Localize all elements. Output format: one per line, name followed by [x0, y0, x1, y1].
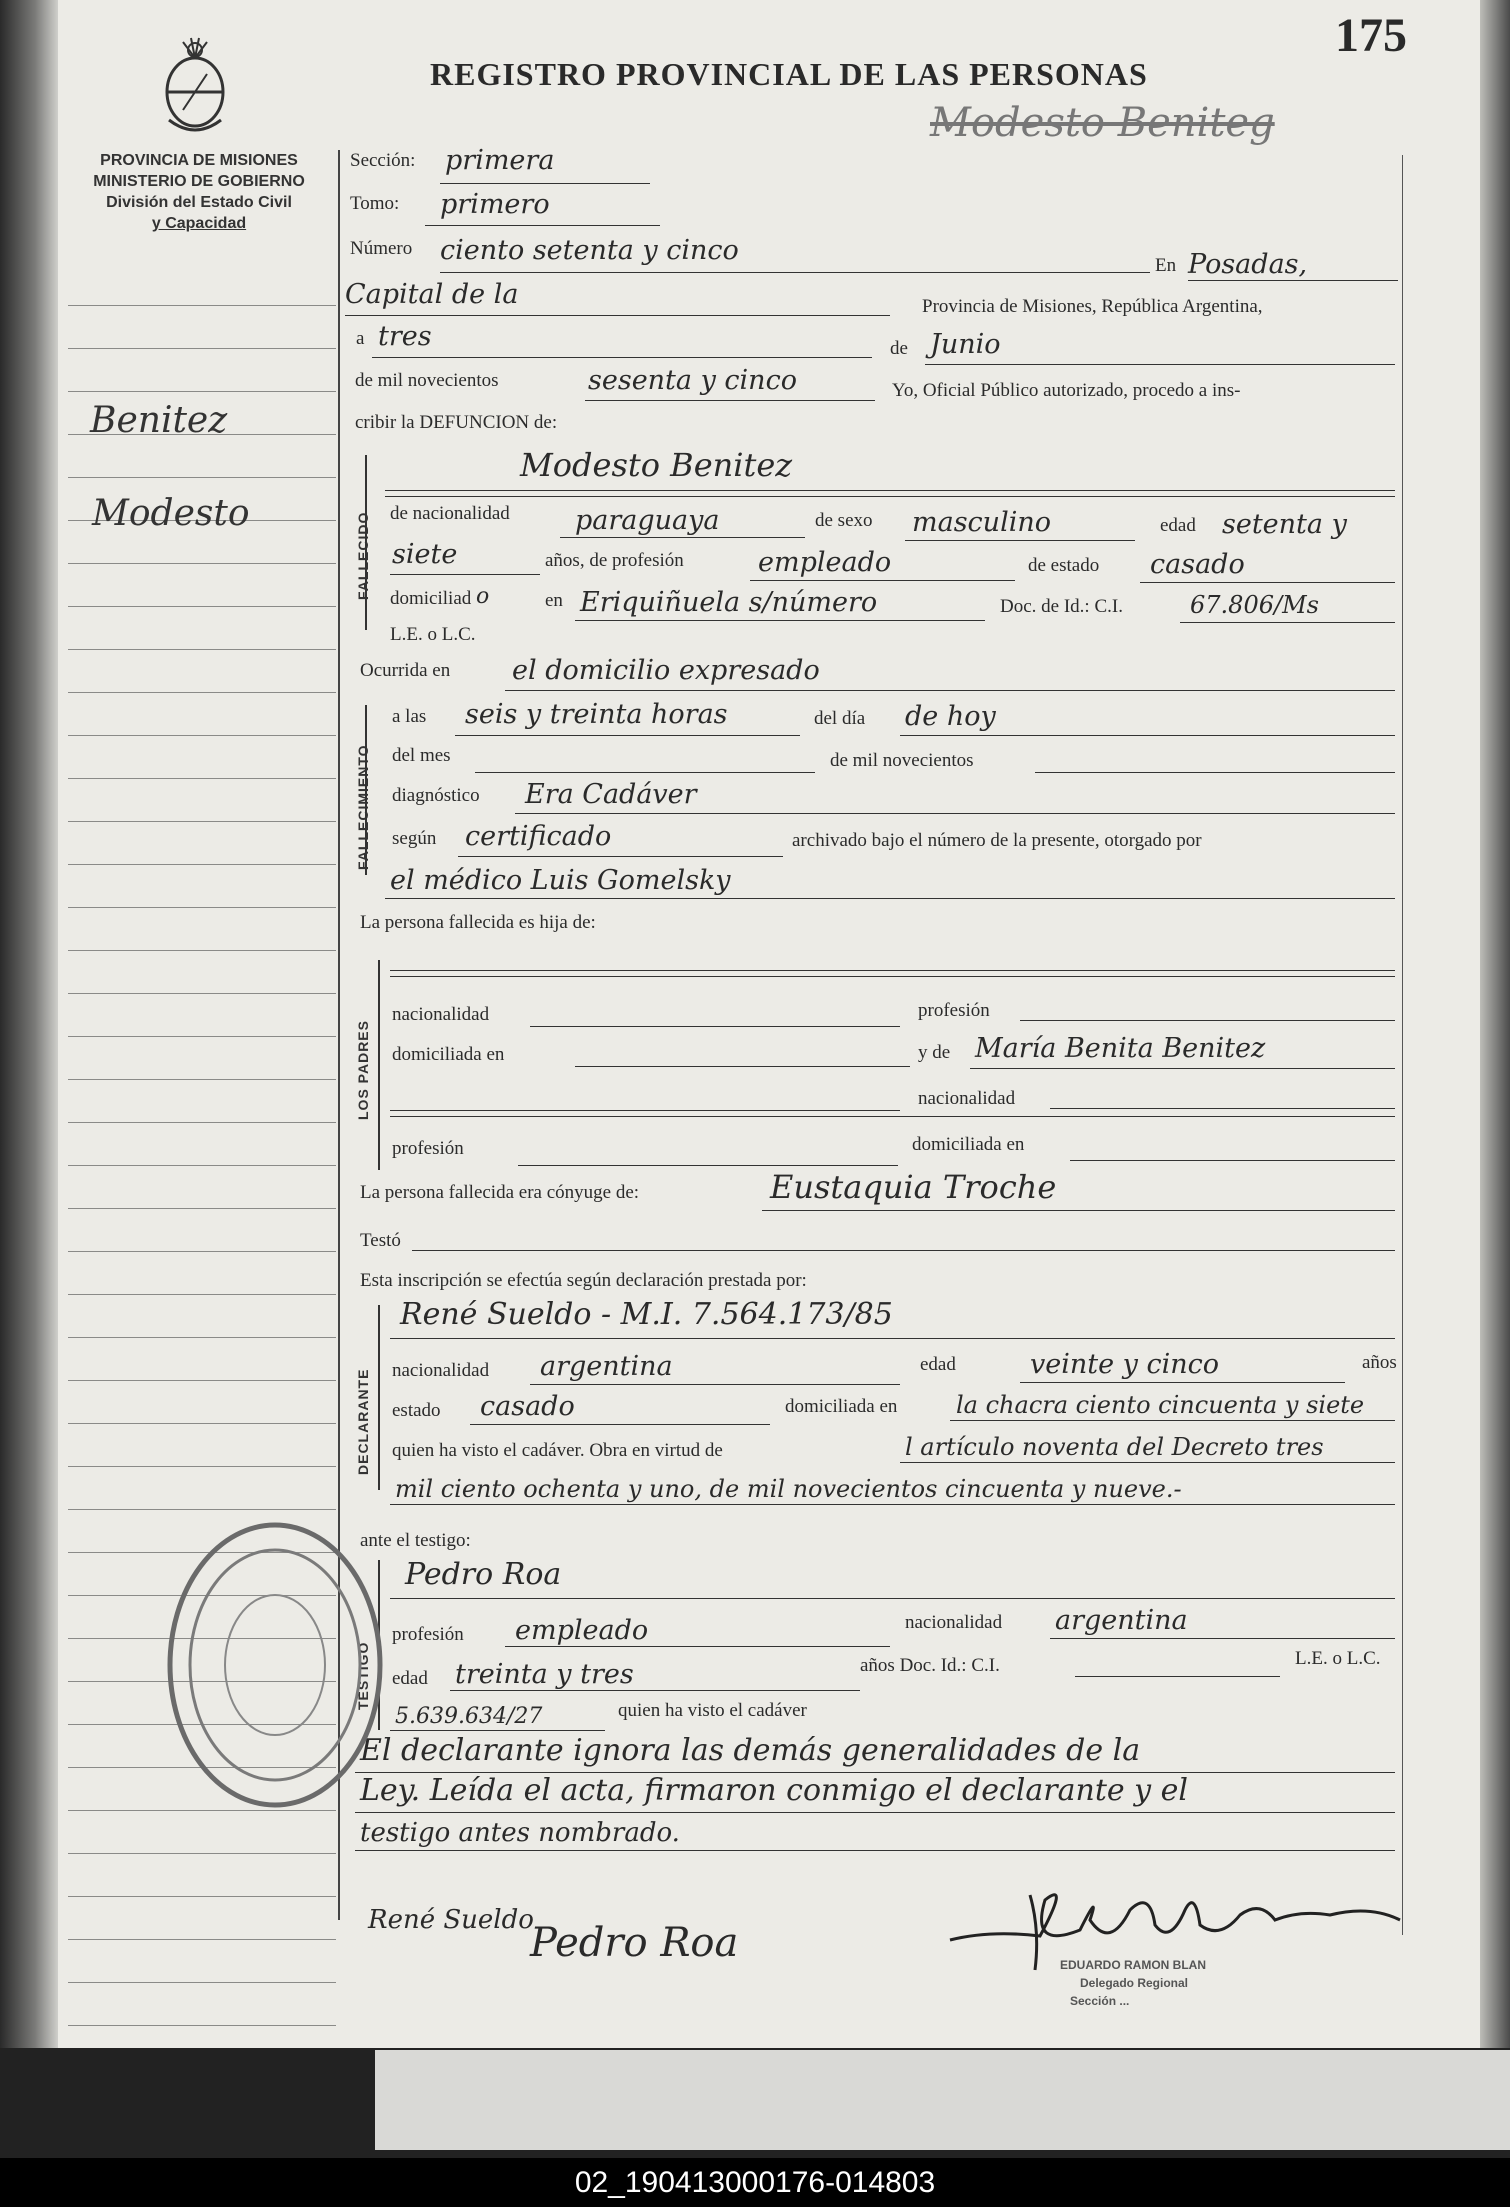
margin-ruled-line [68, 305, 336, 306]
en-label: En [1155, 255, 1177, 276]
margin-ruled-line [68, 1337, 336, 1338]
form-field-line [412, 1250, 1395, 1251]
a-label: a [356, 328, 365, 349]
margin-ruled-line [68, 1079, 336, 1080]
margin-ruled-line [68, 1466, 336, 1467]
medico-value: el médico Luis Gomelsky [390, 865, 731, 896]
segun-value: certificado [465, 821, 612, 852]
closing-line1: El declarante ignora las demás generalidades de la [360, 1733, 1141, 1768]
form-field-line [385, 490, 1395, 491]
form-field-line [355, 1812, 1395, 1813]
declarante-domiciliada-label: domiciliada en [785, 1396, 898, 1417]
form-field-line [575, 620, 985, 621]
lugar2-value: Capital de la [345, 279, 519, 310]
declarante-nacionalidad-label: nacionalidad [392, 1360, 490, 1381]
form-field-line [390, 1110, 900, 1111]
margin-ruled-line [68, 391, 336, 392]
form-field-line [390, 574, 540, 575]
del-dia-label: del día [814, 708, 866, 729]
ocurrida-label: Ocurrida en [360, 660, 451, 681]
fallecido-section-label: FALLECIDO [355, 511, 371, 600]
madre-value: María Benita Benitez [975, 1033, 1266, 1064]
edad2-value: siete [392, 539, 458, 570]
margin-ruled-line [68, 1896, 336, 1897]
form-field-line [450, 1690, 860, 1691]
margin-ruled-line [68, 692, 336, 693]
form-field-line [970, 1068, 1395, 1069]
testigo-quien-label: quien ha visto el cadáver [618, 1700, 807, 1721]
declarante-estado-label: estado [392, 1400, 441, 1421]
form-field-line [385, 898, 1395, 899]
form-field-line [475, 772, 815, 773]
diagnostico-label: diagnóstico [392, 785, 480, 806]
form-field-line [390, 976, 1395, 977]
seccion-label: Sección: [350, 150, 416, 171]
testigo-edad-value: treinta y tres [455, 1659, 634, 1690]
form-field-line [575, 1066, 910, 1067]
oficial-label: Yo, Oficial Público autorizado, procedo a ins- [892, 380, 1241, 401]
form-field-line [762, 1210, 1395, 1211]
testigo-nacionalidad-value: argentina [1055, 1605, 1188, 1636]
form-field-line [518, 1165, 898, 1166]
margin-ruled-line [68, 1380, 336, 1381]
declarante-obra-value: l artículo noventa del Decreto tres [905, 1433, 1324, 1461]
sexo-label: de sexo [815, 510, 873, 531]
form-field-line [345, 315, 890, 316]
margin-ruled-line [68, 1036, 336, 1037]
form-field-line [1070, 1160, 1395, 1161]
signature-declarante: René Sueldo [368, 1905, 534, 1935]
form-field-line [560, 537, 805, 538]
form-field-line [390, 1598, 1395, 1599]
de-mil-label: de mil novecientos [355, 370, 499, 391]
testigo-doc-value: 5.639.634/27 [395, 1704, 543, 1729]
domicilio-suffix: o [476, 584, 490, 609]
form-field-line [530, 1384, 900, 1385]
form-field-line [372, 357, 872, 358]
image-caption: 02_190413000176-014803 [0, 2158, 1510, 2207]
margin-ruled-line [68, 778, 336, 779]
y-de-label: y de [918, 1042, 951, 1063]
tomo-value: primero [440, 189, 550, 220]
testo-label: Testó [360, 1230, 401, 1251]
form-field-line [1140, 582, 1395, 583]
margin-ruled-line [68, 649, 336, 650]
declarante-nacionalidad-value: argentina [540, 1351, 673, 1382]
form-field-line [1180, 622, 1395, 623]
domicilio-value: Eriquiñuela s/número [580, 587, 878, 618]
inscribir-label: cribir la DEFUNCION de: [355, 412, 558, 433]
declarante-name: René Sueldo - M.I. 7.564.173/85 [400, 1297, 893, 1332]
lugar-value: Posadas, [1188, 249, 1308, 280]
dia-fallecimiento-value: de hoy [905, 701, 996, 732]
edad-label: edad [1160, 515, 1196, 536]
closing-line3: testigo antes nombrado. [360, 1818, 680, 1848]
agency-line4: y Capacidad [151, 215, 247, 232]
madre-domiciliada-label: domiciliada en [912, 1134, 1025, 1155]
round-seal-icon [160, 1510, 390, 1820]
form-field-line [750, 580, 1015, 581]
handwritten-scribble: Modesto Beniteg [930, 100, 1275, 146]
margin-given-name: Modesto [92, 493, 250, 534]
official-stamp-line3: Sección ... [1070, 1994, 1130, 2008]
signature-testigo: Pedro Roa [530, 1920, 739, 1966]
de-label: de [890, 338, 908, 359]
official-stamp-line1: EDUARDO RAMON BLAN [1060, 1958, 1206, 1972]
sexo-value: masculino [912, 507, 1051, 538]
agency-line2: MINISTERIO DE GOBIERNO [93, 173, 305, 190]
declarante-quien-label: quien ha visto el cadáver. Obra en virtud de [392, 1440, 723, 1461]
padre-domiciliada-label: domiciliada en [392, 1044, 505, 1065]
form-field-line [390, 1730, 605, 1731]
form-field-line [505, 690, 1395, 691]
margin-ruled-line [68, 477, 336, 478]
conyuge-value: Eustaquia Troche [770, 1168, 1057, 1206]
anio-value: sesenta y cinco [588, 365, 797, 396]
a-las-label: a las [392, 706, 427, 727]
section-bracket [378, 1305, 380, 1490]
form-field-line [515, 813, 1395, 814]
ocurrida-value: el domicilio expresado [512, 655, 820, 686]
padre-profesion-label: profesión [918, 1000, 990, 1021]
declarante-anios-label: años [1362, 1352, 1397, 1373]
seccion-value: primera [445, 145, 555, 176]
form-field-line [385, 496, 1395, 497]
form-field-line [905, 540, 1135, 541]
form-field-line [1035, 772, 1395, 773]
doc-value: 67.806/Ms [1190, 591, 1319, 619]
de-mil-fallecimiento-label: de mil novecientos [830, 750, 974, 771]
margin-ruled-line [68, 993, 336, 994]
declarante-estado-value: casado [480, 1391, 575, 1422]
padres-section-label: LOS PADRES [355, 1020, 371, 1120]
margin-ruled-line [68, 821, 336, 822]
margin-ruled-line [68, 950, 336, 951]
tomo-label: Tomo: [350, 193, 400, 214]
declarante-edad-label: edad [920, 1354, 956, 1375]
margin-ruled-line [68, 1853, 336, 1854]
form-field-line [900, 735, 1395, 736]
margin-ruled-line [68, 1939, 336, 1940]
agency-line1: PROVINCIA DE MISIONES [100, 152, 298, 169]
right-binding [1480, 0, 1510, 2080]
page-number: 175 [1335, 9, 1407, 62]
form-field-line [390, 970, 1395, 971]
madre-profesion-label: profesión [392, 1138, 464, 1159]
form-field-line [458, 856, 783, 857]
form-field-line [390, 1116, 1395, 1117]
fallecido-name: Modesto Benitez [520, 446, 793, 484]
margin-ruled-line [68, 864, 336, 865]
declarante-section-label: DECLARANTE [355, 1368, 371, 1475]
fallecimiento-section-label: FALLECIMIENTO [355, 744, 371, 870]
testigo-section-label: TESTIGO [355, 1641, 371, 1710]
form-field-line [455, 735, 800, 736]
form-field-line [1020, 1382, 1345, 1383]
form-field-line [1075, 1676, 1280, 1677]
margin-ruled-line [68, 1251, 336, 1252]
form-field-line [1188, 280, 1398, 281]
padre-nacionalidad-label: nacionalidad [392, 1004, 490, 1025]
margin-ruled-line [68, 606, 336, 607]
closing-line2: Ley. Leída el acta, firmaron conmigo el declarante y el [360, 1773, 1189, 1808]
segun-label: según [392, 828, 437, 849]
margin-ruled-line [68, 1294, 336, 1295]
numero-label: Número [350, 238, 413, 259]
le-lc-label: L.E. o L.C. [390, 624, 476, 645]
form-field-line [900, 1462, 1395, 1463]
nacionalidad-label: de nacionalidad [390, 503, 510, 524]
margin-ruled-line [68, 348, 336, 349]
archivado-label: archivado bajo el número de la presente, otorgado por [792, 830, 1202, 851]
section-bracket [378, 960, 380, 1170]
official-stamp-line2: Delegado Regional [1080, 1976, 1189, 1990]
margin-ruled-line [68, 1122, 336, 1123]
testigo-le-lc-label: L.E. o L.C. [1295, 1648, 1381, 1669]
form-field-line [440, 183, 650, 184]
profesion-value: empleado [758, 547, 892, 578]
declarante-intro: Esta inscripción se efectúa según declaración prestada por: [360, 1270, 807, 1291]
form-field-line [425, 225, 660, 226]
hora-value: seis y treinta horas [465, 699, 728, 730]
lower-page-edge [375, 2050, 1510, 2150]
form-field-line [925, 364, 1395, 365]
estado-value: casado [1150, 549, 1245, 580]
agency-header [66, 150, 332, 234]
form-field-line [440, 272, 1150, 273]
edad-value: setenta y [1222, 509, 1347, 540]
form-field-line [505, 1646, 890, 1647]
diagnostico-value: Era Cadáver [525, 779, 697, 810]
numero-value: ciento setenta y cinco [440, 235, 739, 266]
testigo-edad-label: edad [392, 1668, 428, 1689]
margin-ruled-line [68, 1208, 336, 1209]
form-field-line [390, 1504, 1395, 1505]
hija-label: La persona fallecida es hija de: [360, 912, 596, 933]
margin-ruled-line [68, 1165, 336, 1166]
form-field-line [1020, 1020, 1395, 1021]
anios-profesion-label: años, de profesión [545, 550, 684, 571]
form-field-line [355, 1850, 1395, 1851]
testigo-ante-label: ante el testigo: [360, 1530, 471, 1551]
agency-line3: División del Estado Civil [106, 194, 292, 211]
form-field-line [470, 1424, 770, 1425]
dia-value: tres [378, 321, 432, 352]
margin-ruled-line [68, 907, 336, 908]
mes-value: Junio [930, 329, 1001, 360]
declarante-domicilio-value: la chacra ciento cincuenta y siete [956, 1391, 1365, 1419]
form-field-line [1050, 1638, 1395, 1639]
margin-ruled-line [68, 1982, 336, 1983]
testigo-profesion-label: profesión [392, 1624, 464, 1645]
testigo-nacionalidad-label: nacionalidad [905, 1612, 1003, 1633]
declarante-obra2-value: mil ciento ochenta y uno, de mil novecientos cincuenta y nueve.- [395, 1475, 1182, 1503]
margin-ruled-line [68, 1423, 336, 1424]
form-field-line [950, 1420, 1395, 1421]
del-mes-label: del mes [392, 745, 451, 766]
margin-ruled-line [68, 2025, 336, 2026]
left-binding [0, 0, 58, 2155]
form-field-line [530, 1026, 900, 1027]
domicilio-en-label: en [545, 590, 563, 611]
testigo-name: Pedro Roa [405, 1557, 562, 1592]
nacionalidad-value: paraguaya [575, 505, 720, 536]
margin-ruled-line [68, 735, 336, 736]
madre-nacionalidad-label: nacionalidad [918, 1088, 1016, 1109]
estado-label: de estado [1028, 555, 1100, 576]
national-crest-icon [155, 30, 235, 140]
testigo-anios-doc-label: años Doc. Id.: C.I. [860, 1655, 1000, 1676]
declarante-edad-value: veinte y cinco [1030, 1349, 1220, 1380]
margin-ruled-line [68, 563, 336, 564]
right-border [1402, 155, 1403, 1935]
form-field-line [585, 400, 875, 401]
document-title: REGISTRO PROVINCIAL DE LAS PERSONAS [430, 56, 1148, 92]
provincia-label: Provincia de Misiones, República Argentina, [922, 296, 1263, 317]
conyuge-label: La persona fallecida era cónyuge de: [360, 1182, 640, 1203]
margin-surname: Benitez [90, 400, 228, 441]
domicilio-label: domiciliad [390, 588, 472, 609]
doc-label: Doc. de Id.: C.I. [1000, 596, 1123, 617]
form-field-line [1050, 1108, 1395, 1109]
form-field-line [390, 1338, 1395, 1339]
testigo-profesion-value: empleado [515, 1615, 649, 1646]
